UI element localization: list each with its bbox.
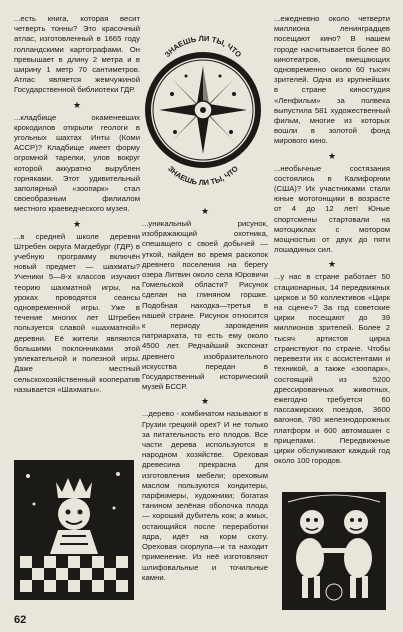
compass-rose-emblem — [142, 14, 264, 204]
star-separator: ★ — [327, 259, 337, 270]
star-separator: ★ — [72, 99, 82, 110]
star-separator: ★ — [72, 218, 82, 229]
fact-paragraph: ...кладбище окаменевших крокодилов открыли геологи в угольных шахтах Инты (Коми АССР)? Кладбище имеет форму огромной тарелки, улов вокруг которой аккуратно вырублен горняками. Этот удивительный заполярный «зоопарк» стал своеобразным филиалом местного краеведческого музея. — [14, 112, 140, 214]
right-column — [274, 14, 390, 470]
emblem-top-text: ЗНАЕШЬ ЛИ ТЫ, ЧТО — [162, 33, 244, 59]
middle-column — [142, 204, 268, 587]
star-separator: ★ — [200, 396, 210, 407]
page-number: 62 — [14, 614, 27, 626]
chess-king-illustration — [14, 460, 134, 600]
circus-animals-illustration — [282, 492, 386, 610]
fact-paragraph: ...у нас в стране работает 50 стационарных, 14 передвижных цирков и 50 коллективов «Цирк на сцене»? За год советские цирки посещают до 39 миллионов зрителей. Более 2 тысяч артистов цирка странствуют по стране. Чтобы перевезти их с ассистентами и техникой, а также «зоопарк», состоящий из 5200 дрессированных животных, ежегодно требуется 60 пассажирских поездов, 3600 вагонов, 780 железнодорожных платформ и 600 автомашин с прицепами. Передвижные цирки обслуживают каждый год около 100 городов. — [274, 272, 390, 466]
fact-paragraph: ...дерево - комбинатом называют в Грузии грецкий орех? И не только за питательность его плодов. Все части дерева используются в народном хозяйстве. Ореховая древесина прекрасна для изготовления мебели; ореховым маслом пользуются кондитеры, парфюмеры, художники; богатая танином зелёная оболочка плода — хороший дубитель кож; а жмых, остающийся после переработки ядра, идёт на корм скоту. Ореховая скорлупа—и та находит применение. Из неё изготовляют шлифовальные и точильные камни. — [142, 409, 268, 582]
fact-paragraph: ...есть книга, которая весит четверть тонны? Это красочный атлас, изготовленный в 1665 году голландскими картографами. Он превышает в длину 2 метра и в ширину 1 метр 70 сантиметров. Атлас является жемчужиной Государственной библиотеки ГДР. — [14, 14, 140, 95]
star-separator: ★ — [327, 150, 337, 161]
fact-paragraph: ...ежедневно около четверти миллиона ленинградцев посещают кино? В нашем городе насчитывается более 80 кинотеатров, вмещающих одновременно около 60 тысяч зрителей. Одна из крупнейших в стране киностудия «Ленфильм» за полвека выпустила 581 художественный фильм, многие из которых вошли в золотой фонд мирового кино. — [274, 14, 390, 146]
left-column — [14, 14, 140, 399]
emblem-illustration — [142, 14, 264, 204]
fact-paragraph: ...необычные состязания состоялись в Калифорнии (США)? Их участниками стали юные мотогонщики в возрасте от 4 до 12 лет! Юные спортсмены стартовали на мотоциклах с мотором мощностью от двух до пяти лошадиных сил. — [274, 163, 390, 255]
fact-paragraph: ...в средней школе деревни Штребен округа Магдебург (ГДР) в учебную программу включён новый предмет — шахматы? Ученики 5—8-х классов изучают теорию шахматной игры, на уроках проводятся сеансы одновременной игры. Уже в течение многих лет Штребен пользуется славой «шахматной» деревни. Её жители являются большими поклонниками этой увлекательной и полезной игры. Даже местный сельскохозяйственный кооператив называется «Шахматы». — [14, 231, 140, 394]
fact-paragraph: ...уникальный рисунок, изображающий охотника, спешащего с своей добычей — уткой, найден во время раскопок древнего поселения на берегу озера Литвин около села Юровичи Гомельской области? Рисунок сделан на глиняном горшке. Подобная находка—третья в нашей стране. Рисунок относится к периоду зарождения патриархата, то есть ему около 4500 лет. Редчайший экспонат древнего изобразительного искусства передан в Государственный исторический музей БССР. — [142, 219, 268, 392]
star-separator: ★ — [200, 206, 210, 216]
emblem-bottom-text: ЗНАЕШЬ ЛИ ТЫ, ЧТО — [166, 164, 240, 188]
